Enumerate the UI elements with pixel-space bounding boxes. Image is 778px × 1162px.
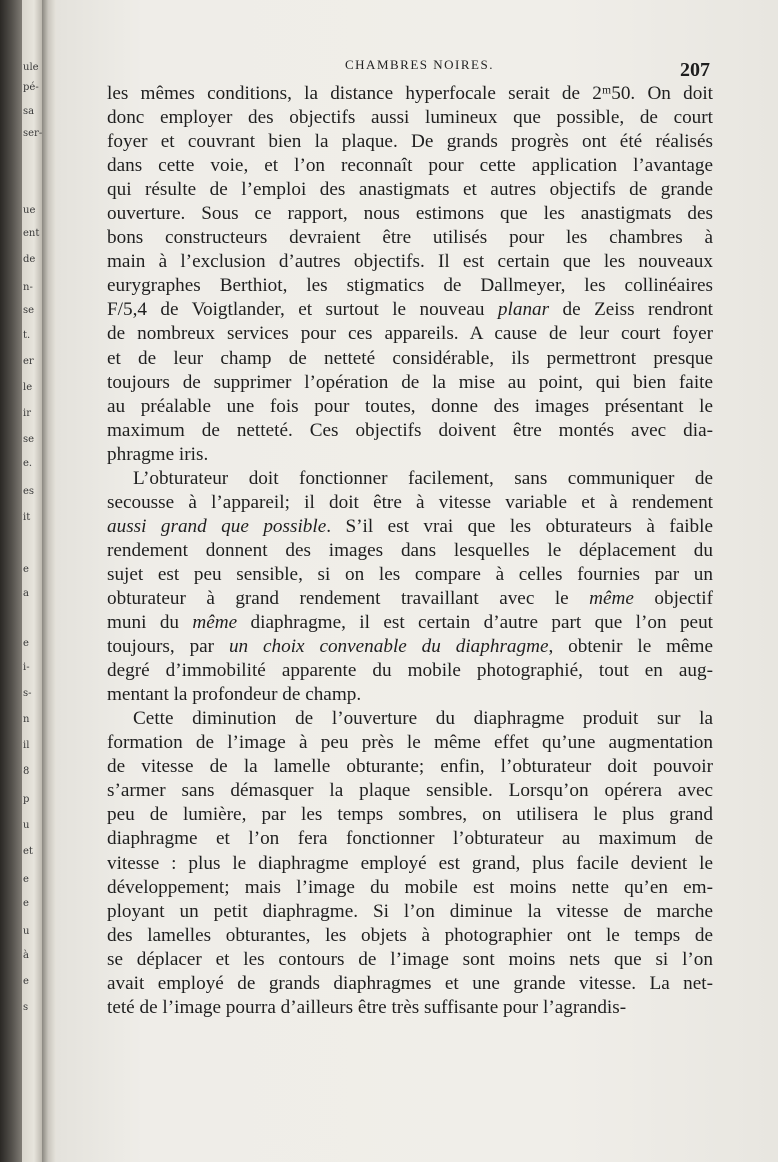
text-segment: . S’il est vrai que les obturateurs à faible (326, 515, 713, 537)
text-line: degré d’immobilité apparente du mobile photographié, tout en aug- (107, 660, 713, 682)
text-line (107, 635, 713, 659)
text-line: donc employer des objectifs aussi lumineux que possible, de court (107, 107, 713, 129)
text-line: formation de l’image à peu près le même effet qu’une augmentation (107, 732, 713, 754)
text-line: phragme iris. (107, 443, 209, 465)
text-line: sujet est peu sensible, si on les compare à celles fournies par un (107, 563, 713, 585)
text-segment: F/5,4 de Voigtlander, et surtout le nouveau (107, 299, 498, 321)
previous-page-fragment: es (23, 486, 35, 497)
text-line: mentant la profondeur de champ. (107, 684, 362, 706)
text-line: Cette diminution de l’ouverture du diaphragme produit sur la (133, 708, 713, 730)
text-line: se déplacer et les contours de l’image sont moins nets que si l’on (107, 948, 713, 970)
text-line: L’obturateur doit fonctionner facilement, sans communiquer de (133, 467, 713, 489)
text-line: ployant un petit diaphragme. Si l’on diminue la vitesse de marche (107, 900, 713, 922)
text-line: eurygraphes Berthiot, les stigmatics de Dallmeyer, les collinéaires (107, 275, 713, 297)
text-line: dans cette voie, et l’on reconnaît pour cette application l’avantage (107, 155, 713, 177)
text-line: qui résulte de l’emploi des anastigmats et autres objectifs de grande (107, 179, 713, 201)
text-segment: diaphragme, il est certain d’autre part que l’on peut (237, 612, 713, 634)
previous-page-fragment: e (23, 898, 29, 909)
previous-page-fragment: u (23, 820, 30, 831)
previous-page-fragment: u (23, 926, 30, 937)
text-line: de vitesse de la lamelle obturante; enfin, l’obturateur doit pouvoir (107, 756, 713, 778)
previous-page-fragment: er (23, 356, 34, 367)
text-line (107, 298, 713, 322)
text-line: au préalable une fois pour toutes, donne des images présentant le (107, 395, 713, 417)
previous-page-fragment: e. (23, 458, 33, 469)
italic-text: aussi grand que possible (107, 515, 327, 537)
italic-text: planar (497, 299, 550, 321)
text-segment: , obtenir le même (548, 636, 713, 658)
text-segment: toujours, par (107, 636, 229, 658)
italic-text: même (192, 612, 238, 634)
text-line: secousse à l’appareil; il doit être à vitesse variable et à rendement (107, 491, 713, 513)
previous-page-fragment: se (23, 305, 35, 316)
previous-page-fragment: à (23, 950, 29, 961)
paragraph (107, 82, 713, 467)
text-line: vitesse : plus le diaphragme employé est grand, plus facile devient le (107, 852, 713, 874)
previous-page-fragment: le (23, 382, 33, 393)
previous-page-fragment: se (23, 434, 35, 445)
text-line: de nombreux services pour ces appareils. A cause de leur court foyer (107, 323, 713, 345)
text-line: avait employé de grands diaphragmes et une grande vitesse. La net- (107, 972, 713, 994)
paragraph (107, 467, 713, 707)
previous-page-fragment: il (23, 740, 30, 751)
italic-text: un choix convenable du diaphragme (228, 636, 549, 658)
previous-page-fragment: s (23, 1002, 29, 1013)
previous-page-fragment: s- (23, 688, 32, 699)
previous-page-fragment: et (23, 846, 33, 857)
text-line: peu de lumière, par les temps sombres, on utilisera le plus grand (107, 804, 713, 826)
text-line: développement; mais l’image du mobile est moins nette qu’en em- (107, 876, 713, 898)
previous-page-fragment: p (23, 794, 30, 805)
text-line: des lamelles obturantes, les objets à photographier ont le temps de (107, 924, 713, 946)
text-line: teté de l’image pourra d’ailleurs être très suffisante pour l’agrandis- (107, 996, 627, 1018)
previous-page-fragment: it (23, 512, 31, 523)
text-line: s’armer sans démasquer la plaque sensible. Lorsqu’on opérera avec (107, 780, 713, 802)
text-line (107, 515, 713, 539)
previous-page-fragment: n- (23, 282, 33, 293)
text-segment: de Zeiss rendront (549, 299, 713, 321)
previous-page-fragment: ule (23, 62, 39, 73)
text-line: ouverture. Sous ce rapport, nous estimons que les anastigmats des (107, 203, 713, 225)
book-spine (0, 0, 22, 1162)
previous-page-fragment: ent (23, 228, 40, 239)
previous-page-fragment: i- (23, 662, 30, 673)
text-line: rendement donnent des images dans lesquelles le déplacement du (107, 539, 713, 561)
previous-page-fragment: e (23, 874, 29, 885)
text-line: main à l’exclusion d’autres objectifs. Il est certain que les nouveaux (107, 251, 713, 273)
previous-page-fragment: ir (23, 408, 31, 419)
text-line: toujours de supprimer l’opération de la mise au point, qui bien faite (107, 371, 713, 393)
running-title: CHAMBRES NOIRES. (345, 57, 494, 72)
text-segment: obturateur à grand rendement travaillant avec le (107, 587, 590, 609)
page-number: 207 (680, 59, 710, 81)
previous-page-fragment: 8 (23, 766, 30, 777)
text-line: bons constructeurs devraient être utilisés pour les chambres à (107, 227, 713, 249)
previous-page-fragment: e (23, 976, 29, 987)
previous-page-fragment: de (23, 254, 36, 265)
text-line: diaphragme et l’on fera fonctionner l’obturateur au maximum de (107, 828, 713, 850)
paragraph (107, 707, 713, 1020)
text-segment: muni du (107, 612, 193, 634)
previous-page-fragment: e (23, 564, 29, 575)
text-line: les mêmes conditions, la distance hyperfocale serait de 2ᵐ50. On doit (107, 83, 713, 104)
previous-page-fragment: sa (23, 106, 35, 117)
body-text (107, 82, 713, 1020)
previous-page-fragment: e (23, 638, 29, 649)
italic-text: même (589, 587, 634, 609)
text-segment: objectif (633, 587, 713, 609)
text-line (107, 587, 713, 611)
previous-page-fragment: n (23, 714, 30, 725)
previous-page-fragment: pé- (23, 82, 39, 93)
previous-page-fragment: ue (23, 205, 36, 216)
previous-page-fragment: t. (23, 330, 31, 341)
text-line: foyer et couvrant bien la plaque. De grands progrès ont été réalisés (107, 131, 713, 153)
previous-page-fragment: ser- (23, 128, 42, 139)
previous-page-fragment: a (23, 588, 29, 599)
previous-page-edge (22, 0, 42, 1162)
text-line: et de leur champ de netteté considérable, ils permettront presque (107, 347, 713, 369)
page-gutter (42, 0, 56, 1162)
text-line: maximum de netteté. Ces objectifs doivent être montés avec dia- (107, 419, 713, 441)
text-line (107, 611, 713, 635)
